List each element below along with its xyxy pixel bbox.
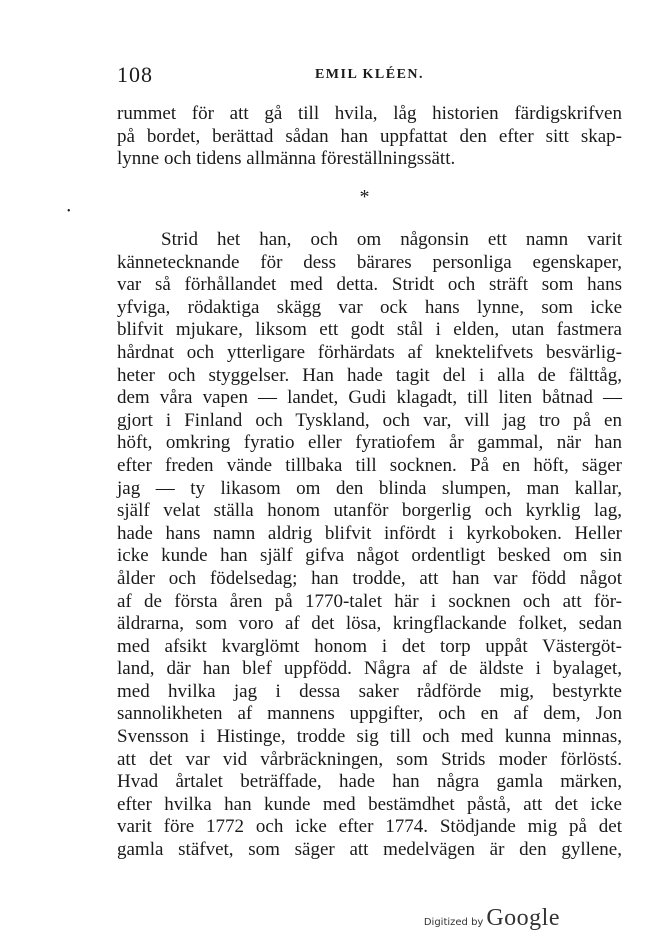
text-line: hade hans namn aldrig blifvit infördt i kyrkoboken. Heller	[117, 522, 622, 544]
text-line: efter hvilka han kunde med bestämdhet påstå, att det icke	[117, 793, 622, 815]
text-line: att det var vid vårbräckningen, som Strids moder förlöstś.	[117, 748, 622, 770]
text-line: själf velat ställa honom utanför borgerlig och kyrklig lag,	[117, 500, 622, 522]
text-line: med hvilka jag i dessa saker rådförde mig, bestyrkte	[117, 680, 622, 702]
text-line: heter och styggelser. Han hade tagit del i alla de fälttåg,	[117, 364, 622, 386]
page-header	[117, 62, 622, 88]
text-line: dem våra vapen — landet, Gudi klagadt, till liten båtnad —	[117, 387, 622, 409]
text-line: yfviga, rödaktiga skägg var ock hans lynne, som icke	[117, 296, 622, 318]
text-line: med afsikt kvarglömt honom i det torp uppåt Västergöt-	[117, 635, 622, 657]
text-line: jag — ty likasom om den blinda slumpen, man kallar,	[117, 477, 622, 499]
text-line: land, där han blef uppfödd. Några af de äldste i byalaget,	[117, 658, 622, 680]
text-line: gamla stäfvet, som säger att medelvägen är den gyllene,	[117, 839, 622, 861]
text-line: äldrarna, som voro af det lösa, kringflackande folket, sedan	[117, 613, 622, 635]
text-line: ålder och födelsedag; han trodde, att han var född något	[117, 567, 622, 589]
text-line: lynne och tidens allmänna föreställningssätt.	[117, 148, 456, 170]
text-line: gjort i Finland och Tyskland, och var, vill jag tro på en	[117, 409, 622, 431]
text-line: af de första åren på 1770-talet här i socknen och att för-	[117, 590, 622, 612]
text-line: Svensson i Histinge, trodde sig till och med kunna minnas,	[117, 726, 622, 748]
watermark-prefix: Digitized by	[423, 917, 484, 928]
text-line: rummet för att gå till hvila, låg historien färdigskrifven	[117, 103, 622, 124]
stray-mark: •	[67, 206, 71, 217]
text-line: höft, omkring fyratio eller fyratiofem år gammal, när han	[117, 432, 622, 454]
text-line: Strid het han, och om någonsin ett namn varit	[161, 229, 622, 250]
page-number: 108	[117, 62, 153, 87]
text-line: var så förhållandet med detta. Stridt och sträft som hans	[117, 274, 622, 296]
text-line: på bordet, berättad sådan han uppfattat den efter sitt skap-	[117, 125, 622, 147]
text-line: sannolikheten af mannens uppgifter, och en af dem, Jon	[117, 703, 622, 725]
paragraph-main	[117, 229, 622, 862]
text-line: efter freden vände tillbaka till socknen. På en höft, säger	[117, 454, 622, 476]
running-head: EMIL KLÉEN.	[314, 67, 425, 82]
text-line: icke kunde han själf gifva något ordentligt besked om sin	[117, 545, 622, 567]
section-separator: *	[359, 186, 370, 208]
paragraph-continued	[117, 103, 622, 171]
text-line: Hvad årtalet beträffade, hade han några gamla märken,	[117, 771, 622, 793]
text-line: blifvit mjukare, liksom ett godt stål i elden, utan fastmera	[117, 319, 622, 341]
text-line: kännetecknande för dess bärares personliga egenskaper,	[117, 251, 622, 273]
text-line: hårdnat och ytterligare förhärdats af knektelifvets besvärlig-	[117, 341, 622, 363]
google-logo: Google	[486, 905, 560, 931]
digitized-watermark	[424, 905, 560, 932]
text-line: varit före 1772 och icke efter 1774. Stödjande mig på det	[117, 816, 622, 838]
